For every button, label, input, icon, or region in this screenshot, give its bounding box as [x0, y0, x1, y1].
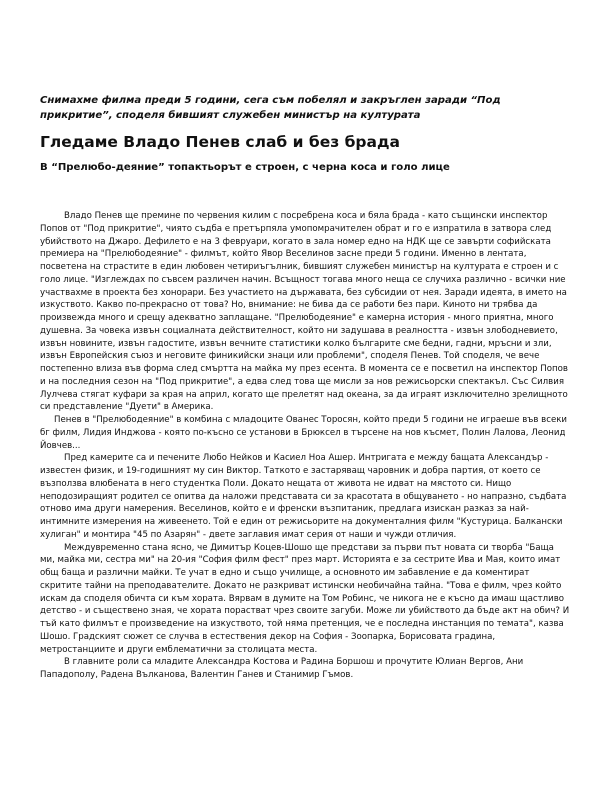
article-body — [40, 210, 570, 682]
article-lede: Снимахме филма преди 5 години, сега съм побелял и закръглен заради “Под прикритие”, споделя бившият служебен министър на културата — [40, 95, 501, 121]
article-subheadline: В “Прелюбо-деяние” топактьорът е строен, с черна коса и голо лице — [40, 162, 450, 173]
article-paragraph: Междувременно стана ясно, че Димитър Коцев-Шошо ще представи за първи път новата си творба "Баща ми, майка ми, сестра ми" на 20-ия "София филм фест" през март. Историята е за сестрите Ива и Мая, които имат общ баща и различни майки. Те учат в едно и също училище, а основното им забавление е да коментират скритите тайни на преподавателите. Докато не разкриват истински необичайна тайна. "Това е филм, чрез който искам да споделя обичта си към хората. Вярвам в думите на Том Робинс, че никога не е късно да имаш щастливо детство - и съществено зная, че хората порастват чрез своите загуби. Може ли убийството да бъде акт на обич? И тъй като филмът е произведение на изкуството, той няма претенция, че е последна инстанция по темата", казва Шошо. Градският сюжет се случва в естествения декор на София - Зоопарка, Борисовата градина, метростанциите и други емблематични за столицата места. — [40, 542, 570, 655]
article-paragraph: В главните роли са младите Александра Костова и Радина Боршош и прочутите Юлиан Вергов, Ани Пападополу, Радена Вълканова, Валентин Ганев и Станимир Гъмов. — [40, 657, 524, 680]
article-paragraph: Владо Пенев ще премине по червения килим с посребрена коса и бяла брада - като същински инспектор Попов от "Под прикритие", чиято съдба е претърпяла умопомрачителен обрат и го е изпратила в затвора след убийството на Джаро. Дефилето е на 3 февруари, когато в зала номер едно на НДК ще се завърти софийската премиера на "Прелюбодеяние" - филмът, който Явор Веселинов засне преди 5 години. Именно в лентата, посветена на страстите в един любовен четириъгълник, бившият служебен министър на културата е строен и с голо лице. "Изглеждах по съвсем различен начин. Всъщност тогава много неща се случиха различно - всички ние участвахме в проекта без хонорари. Без участието на държавата, без субсидии от нея. Заради идеята, в името на изкуството. Какво по-прекрасно от това? Но, внимание: не бива да се работи без пари. Киното ни трябва да произвежда много и срещу адекватно заплащане. "Прелюбодеяние" е камерна история - много приятна, много душевна. За човека извън социалната действителност, който ни задушава в реалността - извън злободневието, извън новините, извън гадостите, извън вечните статистики колко българите сме бедни, гадни, мръсни и зли, извън Европейския съюз и неговите финикийски знаци или проблеми", споделя Пенев. Той споделя, че вече постепенно влиза във форма след смъртта на майка му през есента. В момента се е посветил на инспектор Попов и на последния сезон на "Под прикритие", а едва след това ще мисли за нов режисьорски спектакъл. Със Силвия Лулчева стягат куфари за края на април, когато ще прелетят над океана, за да играят изключително зрелищното си представление "Дуети" в Америка. — [40, 211, 568, 413]
article-headline: Гледаме Владо Пенев слаб и без брада — [40, 133, 400, 151]
article-paragraph: Пред камерите са и печените Любо Нейков и Касиел Ноа Ашер. Интригата е между бащата Александър - известен физик, и 19-годишният му син Виктор. Таткото е застаряващ чаровник и добра партия, от което се възползва влюбената в него студентка Поли. Докато нещата от живота не идват на мястото си. Нищо неподозиращият родител се опитва да наложи представата си за красотата в общуването - но напразно, съдбата отново има други намерения. Веселинов, който е и френски възпитаник, предлага изискан разказ за най-интимните измерения на живеенето. Той е един от режисьорите на документалния филм "Кустурица. Балкански хулиган" и монтира "45 по Азарян" - двете заглавия имат серия от наши и чужди отличия. — [40, 453, 567, 540]
article-paragraph: Пенев в "Прелюбодеяние" в комбина с младоците Ованес Торосян, който преди 5 години не играеше във всеки бг филм, Лидия Инджова - която по-късно се установи в Брюксел в търсене на нов късмет, Полин Лалова, Леонид Йовчев... — [40, 415, 568, 451]
